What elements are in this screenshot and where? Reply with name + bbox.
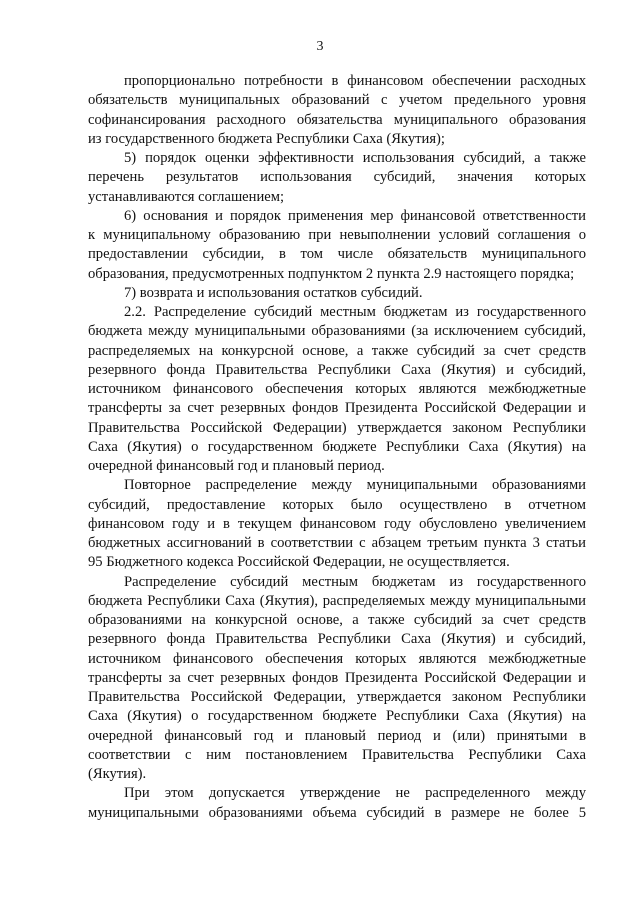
text-line: муниципальными образованиями объема субсидий в размере не более 5 [88,804,586,821]
text-line: устанавливаются соглашением; [88,188,285,205]
text-line: 2.2. Распределение субсидий местным бюджетам из государственного [124,304,586,320]
text-line: Повторное распределение между муниципальными образованиями [124,477,586,494]
text-line: Правительства Российской Федерации, утверждается законом Республики [88,689,586,705]
text-line: трансферты за счет резервных фондов Президента Российской Федерации и [88,400,586,417]
text-line: софинансирования расходного обязательства муниципального образования [88,111,586,128]
text-line: При этом допускается утверждение не распределенного между [124,785,586,802]
text-line: пропорционально потребности в финансовом обеспечении расходных [124,73,586,89]
paragraph [88,284,586,303]
text-line: источником финансового обеспечения которых являются межбюджетные [88,381,586,397]
paragraph [88,149,586,207]
text-line: субсидий, предоставление которых было осуществлено в отчетном [88,496,586,513]
text-line: (Якутия). [88,766,147,782]
text-line: соответствии с ним постановлением Правительства Республики Саха [88,746,586,763]
text-line: бюджета Республики Саха (Якутия), распределяемых между муниципальными [88,592,586,609]
text-line: к муниципальному образованию при невыполнении условий соглашения о [88,227,586,243]
text-line: 7) возврата и использования остатков субсидий. [124,284,423,301]
paragraph [88,784,586,823]
text-line: резервного фонда Правительства Республики Саха (Якутия) и субсидий, [88,631,586,648]
text-line: 95 Бюджетного кодекса Российской Федерации, не осуществляется. [88,554,510,571]
text-line: бюджетных ассигнований в соответствии с абзацем третьим пункта 3 статьи [88,535,586,551]
text-line: бюджета между муниципальными образованиями (за исключением субсидий, [88,323,586,340]
text-line: Саха (Якутия) о государственном бюджете Республики Саха (Якутия) на [88,438,586,455]
paragraph [88,72,586,149]
page-number: 3 [316,39,324,54]
paragraph [88,573,586,785]
paragraph [88,303,586,476]
text-line: очередной финансовый год и плановый период и (или) принятыми в [88,727,586,744]
text-line: Распределение субсидий местным бюджетам из государственного [124,573,586,590]
text-line: распределяемых на конкурсной основе, а также субсидий за счет средств [88,342,586,359]
text-line: обязательств муниципальных образований с учетом предельного уровня [88,92,586,109]
text-line: предоставлении субсидии, в том числе обязательств муниципального [88,246,586,263]
text-line: 5) порядок оценки эффективности использования субсидий, а также [124,150,586,166]
text-line: 6) основания и порядок применения мер финансовой ответственности [124,207,586,224]
text-line: Саха (Якутия) о государственном бюджете Республики Саха (Якутия) на [88,708,586,725]
text-line: образованиями на конкурсной основе, а также субсидий за счет средств [88,612,586,628]
text-line: резервного фонда Правительства Республики Саха (Якутия) и субсидий, [88,361,586,378]
text-line: образования, предусмотренных подпунктом 2 пункта 2.9 настоящего порядка; [88,265,575,282]
text-line: перечень результатов использования субсидий, значения которых [88,169,586,186]
text-line: Правительства Российской Федерации) утверждается законом Республики [88,419,586,436]
text-line: источником финансового обеспечения которых являются межбюджетные [88,650,586,667]
text-line: финансовом году и в текущем финансовом году обусловлено увеличением [88,515,586,532]
paragraph [88,207,586,284]
paragraph [88,476,586,572]
text-line: из государственного бюджета Республики Саха (Якутия); [88,130,445,147]
text-line: трансферты за счет резервных фондов Президента Российской Федерации и [88,669,586,686]
text-line: очередной финансовый год и плановый период. [88,458,385,474]
body-text [88,72,586,823]
